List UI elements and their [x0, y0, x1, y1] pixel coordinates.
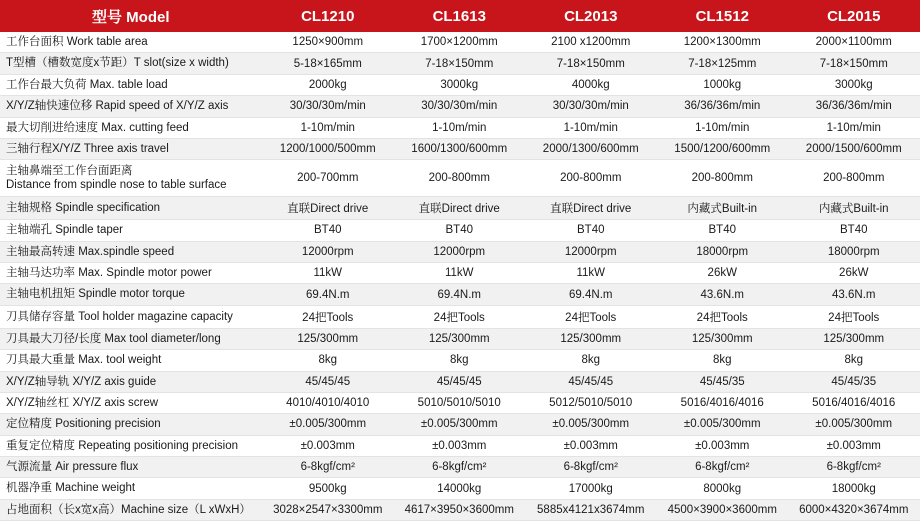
row-value: 43.6N.m	[788, 284, 920, 305]
row-value: 18000rpm	[657, 241, 789, 262]
row-value: 24把Tools	[788, 305, 920, 328]
row-value: 2100 x1200mm	[525, 32, 657, 53]
row-value: 6-8kgf/cm²	[788, 457, 920, 478]
row-value: BT40	[657, 220, 789, 241]
table-row	[0, 478, 920, 499]
row-value: 1-10m/min	[262, 117, 394, 138]
row-label: T型槽（槽数宽度x节距）T slot(size x width)	[0, 53, 262, 74]
row-value: 2000×1100mm	[788, 32, 920, 53]
row-value: 7-18×150mm	[394, 53, 526, 74]
row-label: 最大切削进给速度 Max. cutting feed	[0, 117, 262, 138]
row-value: ±0.005/300mm	[262, 414, 394, 435]
row-value: 8kg	[525, 350, 657, 371]
row-value: 1-10m/min	[788, 117, 920, 138]
row-value: 3028×2547×3300mm	[262, 499, 394, 520]
row-value: 6-8kgf/cm²	[262, 457, 394, 478]
table-row	[0, 284, 920, 305]
row-label: 定位精度 Positioning precision	[0, 414, 262, 435]
table-row	[0, 392, 920, 413]
row-label: 机器净重 Machine weight	[0, 478, 262, 499]
row-value: 45/45/45	[394, 371, 526, 392]
row-value: 69.4N.m	[262, 284, 394, 305]
row-label: 主轴最高转速 Max.spindle speed	[0, 241, 262, 262]
row-value: ±0.003mm	[657, 435, 789, 456]
row-value: 200-800mm	[394, 160, 526, 197]
row-value: 125/300mm	[788, 328, 920, 349]
table-row	[0, 138, 920, 159]
table-body	[0, 32, 920, 521]
table-row	[0, 350, 920, 371]
row-value: BT40	[262, 220, 394, 241]
row-value: 5010/5010/5010	[394, 392, 526, 413]
row-value: 6000×4320×3674mm	[788, 499, 920, 520]
row-value: 17000kg	[525, 478, 657, 499]
row-value: 12000rpm	[525, 241, 657, 262]
row-value: 8kg	[657, 350, 789, 371]
row-label: 主轴规格 Spindle specification	[0, 197, 262, 220]
row-value: 内藏式Built-in	[788, 197, 920, 220]
row-value: 125/300mm	[657, 328, 789, 349]
row-label: 工作台最大负荷 Max. table load	[0, 74, 262, 95]
row-value: 45/45/35	[657, 371, 789, 392]
row-value: 6-8kgf/cm²	[525, 457, 657, 478]
row-value: 4000kg	[525, 74, 657, 95]
row-value: 3000kg	[394, 74, 526, 95]
row-value: 125/300mm	[394, 328, 526, 349]
row-value: 6-8kgf/cm²	[394, 457, 526, 478]
row-value: 200-800mm	[525, 160, 657, 197]
table-row	[0, 328, 920, 349]
row-value: ±0.005/300mm	[657, 414, 789, 435]
row-value: 7-18×150mm	[788, 53, 920, 74]
row-value: ±0.003mm	[394, 435, 526, 456]
row-label: X/Y/Z轴导轨 X/Y/Z axis guide	[0, 371, 262, 392]
row-value: 2000/1500/600mm	[788, 138, 920, 159]
row-value: 1500/1200/600mm	[657, 138, 789, 159]
row-value: ±0.005/300mm	[525, 414, 657, 435]
row-value: 4617×3950×3600mm	[394, 499, 526, 520]
table-row	[0, 499, 920, 520]
row-value: 45/45/35	[788, 371, 920, 392]
row-value: 8kg	[788, 350, 920, 371]
row-value: 5016/4016/4016	[788, 392, 920, 413]
row-value: BT40	[394, 220, 526, 241]
table-row	[0, 241, 920, 262]
row-value: 125/300mm	[262, 328, 394, 349]
row-value: 36/36/36m/min	[788, 96, 920, 117]
row-value: 9500kg	[262, 478, 394, 499]
row-value: 8kg	[262, 350, 394, 371]
row-label-en: Distance from spindle nose to table surface	[6, 179, 227, 192]
row-value: 4010/4010/4010	[262, 392, 394, 413]
row-label: X/Y/Z轴快速位移 Rapid speed of X/Y/Z axis	[0, 96, 262, 117]
table-row	[0, 74, 920, 95]
row-value: 8kg	[394, 350, 526, 371]
row-label	[0, 160, 262, 197]
row-value: 45/45/45	[525, 371, 657, 392]
header-cell-cl2013: CL2013	[525, 0, 657, 32]
row-value: 1000kg	[657, 74, 789, 95]
row-value: 45/45/45	[262, 371, 394, 392]
row-value: 43.6N.m	[657, 284, 789, 305]
row-value: BT40	[525, 220, 657, 241]
table-row	[0, 160, 920, 197]
row-value: 直联Direct drive	[394, 197, 526, 220]
row-value: 1-10m/min	[525, 117, 657, 138]
header-row	[0, 0, 920, 32]
row-value: ±0.003mm	[788, 435, 920, 456]
row-value: 1600/1300/600mm	[394, 138, 526, 159]
row-value: 12000rpm	[262, 241, 394, 262]
row-value: 12000rpm	[394, 241, 526, 262]
row-label: 主轴马达功率 Max. Spindle motor power	[0, 263, 262, 284]
row-value: 69.4N.m	[525, 284, 657, 305]
table-row	[0, 371, 920, 392]
row-value: ±0.003mm	[525, 435, 657, 456]
row-value: 1700×1200mm	[394, 32, 526, 53]
header-cell-cl1512: CL1512	[657, 0, 789, 32]
row-value: 14000kg	[394, 478, 526, 499]
row-label-cn: 主轴鼻端至工作台面距离	[6, 164, 133, 177]
row-value: 2000kg	[262, 74, 394, 95]
row-label: 气源流量 Air pressure flux	[0, 457, 262, 478]
row-value: 36/36/36m/min	[657, 96, 789, 117]
header-cell-cl2015: CL2015	[788, 0, 920, 32]
row-value: ±0.005/300mm	[788, 414, 920, 435]
row-label: 刀具储存容量 Tool holder magazine capacity	[0, 305, 262, 328]
row-value: 7-18×125mm	[657, 53, 789, 74]
table-row	[0, 96, 920, 117]
table-row	[0, 435, 920, 456]
row-value: ±0.005/300mm	[394, 414, 526, 435]
row-value: 200-800mm	[657, 160, 789, 197]
row-value: 直联Direct drive	[262, 197, 394, 220]
row-label: 主轴端孔 Spindle taper	[0, 220, 262, 241]
row-value: 5885x4121x3674mm	[525, 499, 657, 520]
row-value: 内藏式Built-in	[657, 197, 789, 220]
row-value: 30/30/30m/min	[262, 96, 394, 117]
row-label: X/Y/Z轴丝杠 X/Y/Z axis screw	[0, 392, 262, 413]
row-value: 6-8kgf/cm²	[657, 457, 789, 478]
row-value: ±0.003mm	[262, 435, 394, 456]
row-value: 7-18×150mm	[525, 53, 657, 74]
header-cell-cl1613: CL1613	[394, 0, 526, 32]
row-value: BT40	[788, 220, 920, 241]
row-value: 2000/1300/600mm	[525, 138, 657, 159]
row-value: 18000kg	[788, 478, 920, 499]
row-label: 主轴电机扭矩 Spindle motor torque	[0, 284, 262, 305]
row-label: 占地面积（长x宽x高）Machine size（L xWxH）	[0, 499, 262, 520]
row-value: 1200×1300mm	[657, 32, 789, 53]
row-label: 重复定位精度 Repeating positioning precision	[0, 435, 262, 456]
row-value: 1250×900mm	[262, 32, 394, 53]
row-value: 26kW	[788, 263, 920, 284]
row-value: 1-10m/min	[657, 117, 789, 138]
row-value: 3000kg	[788, 74, 920, 95]
table-row	[0, 32, 920, 53]
row-value: 18000rpm	[788, 241, 920, 262]
table-row	[0, 414, 920, 435]
row-value: 24把Tools	[525, 305, 657, 328]
row-value: 8000kg	[657, 478, 789, 499]
row-value: 125/300mm	[525, 328, 657, 349]
row-value: 24把Tools	[657, 305, 789, 328]
table-header	[0, 0, 920, 32]
row-label: 工作台面积 Work table area	[0, 32, 262, 53]
row-value: 24把Tools	[394, 305, 526, 328]
row-value: 5-18×165mm	[262, 53, 394, 74]
row-value: 11kW	[262, 263, 394, 284]
header-cell-model: 型号 Model	[0, 0, 262, 32]
row-label: 刀具最大刀径/长度 Max tool diameter/long	[0, 328, 262, 349]
row-value: 200-800mm	[788, 160, 920, 197]
row-value: 26kW	[657, 263, 789, 284]
row-value: 5016/4016/4016	[657, 392, 789, 413]
row-value: 30/30/30m/min	[394, 96, 526, 117]
table-row	[0, 305, 920, 328]
header-cell-cl1210: CL1210	[262, 0, 394, 32]
row-value: 5012/5010/5010	[525, 392, 657, 413]
row-label: 刀具最大重量 Max. tool weight	[0, 350, 262, 371]
row-value: 24把Tools	[262, 305, 394, 328]
row-value: 4500×3900×3600mm	[657, 499, 789, 520]
row-value: 11kW	[394, 263, 526, 284]
row-value: 1200/1000/500mm	[262, 138, 394, 159]
row-value: 200-700mm	[262, 160, 394, 197]
table-row	[0, 197, 920, 220]
row-label: 三轴行程X/Y/Z Three axis travel	[0, 138, 262, 159]
row-value: 1-10m/min	[394, 117, 526, 138]
table-row	[0, 263, 920, 284]
table-row	[0, 220, 920, 241]
row-value: 直联Direct drive	[525, 197, 657, 220]
row-value: 69.4N.m	[394, 284, 526, 305]
table-row	[0, 53, 920, 74]
table-row	[0, 117, 920, 138]
table-row	[0, 457, 920, 478]
row-value: 30/30/30m/min	[525, 96, 657, 117]
row-value: 11kW	[525, 263, 657, 284]
